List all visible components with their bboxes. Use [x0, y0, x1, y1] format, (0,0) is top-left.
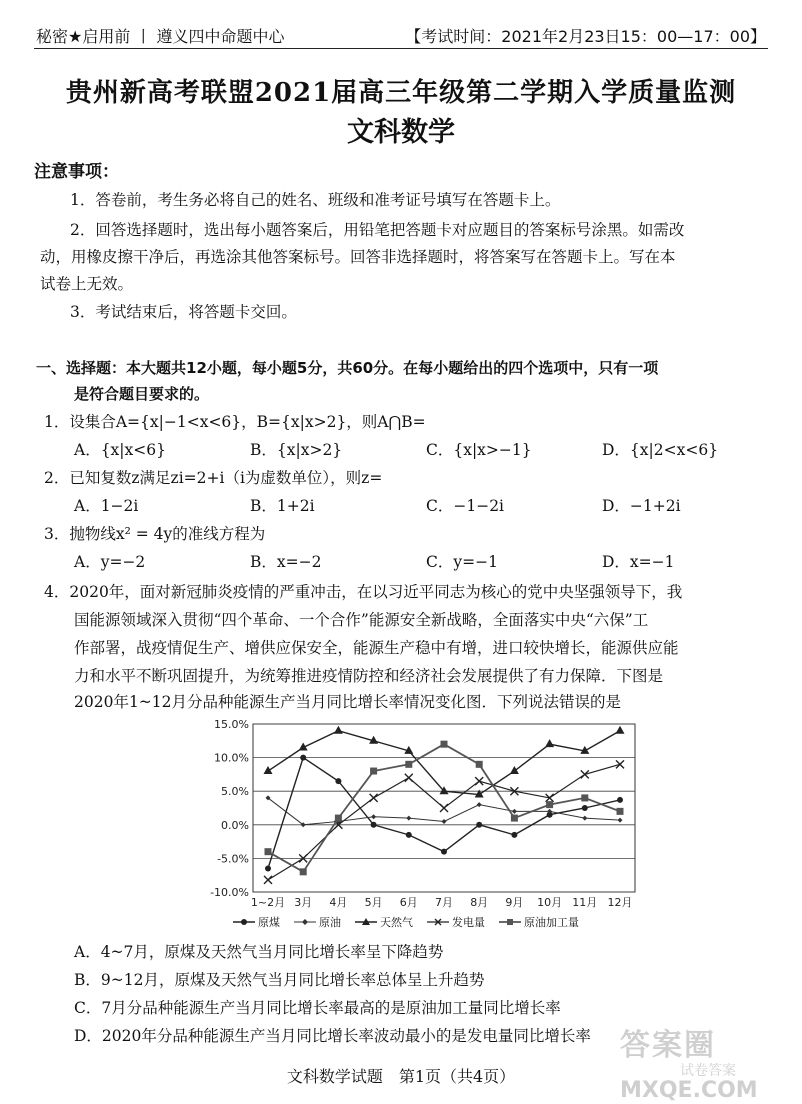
series-line-triangle	[268, 731, 620, 795]
question-4-line-3: 作部署，战疫情促生产、增供应保安全，能源生产稳中有增，进口较快增长，能源供应能	[74, 639, 679, 657]
data-point-x	[616, 760, 624, 768]
data-point-square	[617, 808, 624, 815]
question-4-line-5: 2020年1~12月分品种能源生产当月同比增长率情况变化图．下列说法错误的是	[74, 693, 622, 711]
legend-label: 原油加工量	[524, 916, 579, 929]
data-point-circle	[582, 805, 588, 811]
exam-title: 贵州新高考联盟2021届高三年级第二学期入学质量监测	[65, 78, 737, 108]
legend-marker-circle	[233, 917, 255, 927]
legend-label: 天然气	[380, 916, 413, 929]
data-point-square	[546, 801, 553, 808]
data-point-square	[511, 815, 518, 822]
notice-item-2: 2．回答选择题时，选出每小题答案后，用铅笔把答题卡对应题目的答案标号涂黑。如需改	[70, 221, 685, 239]
data-point-square	[476, 761, 483, 768]
y-tick-label: 0.0%	[221, 818, 249, 832]
watermark-text: 答案圈	[620, 1028, 716, 1063]
exam-subject: 文科数学	[347, 117, 455, 148]
data-point-diamond	[442, 819, 447, 824]
page-footer: 文科数学试题 第1页（共4页）	[286, 1067, 516, 1086]
legend-marker-x	[427, 917, 449, 927]
data-point-square	[405, 761, 412, 768]
y-tick-label: 15.0%	[214, 718, 249, 731]
option: B．{x|x>2}	[250, 441, 343, 459]
legend-label: 原煤	[258, 916, 280, 929]
data-point-x	[581, 770, 589, 778]
question-3: 3．抛物线x² = 4y的准线方程为	[44, 525, 266, 543]
x-tick-label: 3月	[294, 896, 313, 909]
question-4-line-2: 国能源领域深入贯彻“四个革命、一个合作”能源安全新战略，全面落实中央“六保”工	[74, 611, 649, 629]
data-point-x	[264, 876, 272, 884]
data-point-diamond	[582, 816, 587, 821]
option: A．{x|x<6}	[74, 441, 166, 459]
option: A．y=−2	[74, 553, 146, 571]
data-point-triangle	[510, 766, 519, 774]
notice-item-3: 3．考试结束后，将答题卡交回。	[70, 303, 297, 321]
x-tick-label: 5月	[364, 896, 383, 909]
watermark-text: MXQE.COM	[620, 1078, 758, 1103]
data-point-circle	[300, 755, 306, 761]
header-right: 【考试时间：2021年2月23日15：00—17：00】	[405, 27, 766, 46]
x-tick-label: 4月	[329, 896, 348, 909]
option: C．−1−2i	[426, 497, 505, 515]
notice-item-2-cont: 动，用橡皮擦干净后，再选涂其他答案标号。回答非选择题时，将答案写在答题卡上。写在本	[40, 248, 676, 266]
data-point-x	[475, 777, 483, 785]
data-point-circle	[371, 822, 377, 828]
question-2: 2．已知复数z满足zi=2+i（i为虚数单位），则z=	[44, 469, 383, 487]
data-point-circle	[265, 865, 271, 871]
y-tick-label: -5.0%	[217, 852, 249, 866]
question-1-options	[74, 436, 778, 464]
watermark-logo	[620, 1020, 800, 1104]
legend-marker-triangle	[355, 917, 377, 927]
notice-item-1: 1．答卷前，考生务必将自己的姓名、班级和准考证号填写在答题卡上。	[70, 191, 561, 209]
question-4-option-d: D．2020年分品种能源生产当月同比增长率波动最小的是发电量同比增长率	[74, 1027, 591, 1045]
data-point-x	[370, 794, 378, 802]
legend-label: 原油	[319, 916, 341, 929]
section-heading: 一、选择题：本大题共12小题，每小题5分，共60分。在每小题给出的四个选项中，只有一项	[36, 359, 659, 377]
data-point-square	[300, 868, 307, 875]
x-tick-label: 12月	[607, 896, 633, 909]
data-point-square	[335, 815, 342, 822]
legend-marker-square	[499, 917, 521, 927]
data-point-diamond	[477, 802, 482, 807]
x-tick-label: 6月	[399, 896, 418, 909]
notice-heading: 注意事项：	[34, 162, 119, 182]
chart-legend	[233, 914, 579, 930]
data-point-x	[405, 774, 413, 782]
data-point-diamond	[406, 816, 411, 821]
data-point-circle	[511, 832, 517, 838]
data-point-triangle	[616, 726, 625, 734]
data-point-triangle	[264, 766, 273, 774]
question-4-line-1: 4．2020年，面对新冠肺炎疫情的严重冲击，在以习近平同志为核心的党中央坚强领导下，我	[44, 583, 683, 601]
option: D．−1+2i	[602, 497, 681, 515]
data-point-square	[441, 741, 448, 748]
x-tick-label: 8月	[470, 896, 489, 909]
energy-growth-chart	[205, 714, 645, 914]
y-tick-label: 5.0%	[221, 785, 249, 799]
data-point-circle	[335, 778, 341, 784]
x-tick-label: 1~2月	[250, 896, 286, 909]
option: B．x=−2	[250, 553, 322, 571]
question-1: 1．设集合A={x|−1<x<6}，B={x|x>2}，则A⋂B=	[44, 413, 426, 431]
header-left: 秘密★启用前 丨 遵义四中命题中心	[36, 27, 285, 46]
question-3-options	[74, 548, 778, 576]
question-4-option-c: C．7月分品种能源生产当月同比增长率最高的是原油加工量同比增长率	[74, 999, 561, 1017]
question-4-line-4: 力和水平不断巩固提升，为统筹推进疫情防控和经济社会发展提供了有力保障．下图是	[74, 667, 664, 685]
watermark-text: 试卷答案	[680, 1063, 736, 1079]
data-point-square	[370, 768, 377, 775]
option: D．{x|2<x<6}	[602, 441, 719, 459]
option: D．x=−1	[602, 553, 675, 571]
section-heading-cont: 是符合题目要求的。	[74, 385, 210, 403]
legend-item	[294, 914, 341, 930]
x-tick-label: 7月	[435, 896, 453, 909]
legend-item	[355, 914, 413, 930]
legend-label: 发电量	[452, 916, 485, 929]
legend-item	[233, 914, 280, 930]
header-rule	[34, 48, 768, 49]
y-tick-label: 10.0%	[214, 751, 249, 765]
data-point-circle	[476, 822, 482, 828]
x-tick-label: 11月	[572, 896, 598, 909]
data-point-x	[440, 804, 448, 812]
option: C．{x|x>−1}	[426, 441, 532, 459]
data-point-triangle	[334, 726, 343, 734]
legend-item	[499, 914, 579, 930]
data-point-circle	[441, 849, 447, 855]
question-4-option-a: A．4~7月，原煤及天然气当月同比增长率呈下降趋势	[74, 943, 444, 961]
data-point-square	[265, 848, 272, 855]
data-point-diamond	[512, 809, 517, 814]
data-point-diamond	[618, 818, 623, 823]
option: B．1+2i	[250, 497, 315, 515]
option: A．1−2i	[74, 497, 139, 515]
notice-item-2-end: 试卷上无效。	[40, 275, 134, 293]
data-point-circle	[406, 832, 412, 838]
data-point-circle	[617, 797, 623, 803]
data-point-diamond	[371, 814, 376, 819]
data-point-square	[581, 794, 588, 801]
legend-item	[427, 914, 485, 930]
x-tick-label: 9月	[505, 896, 524, 909]
data-point-triangle	[545, 739, 554, 747]
x-tick-label: 10月	[537, 896, 563, 909]
option: C．y=−1	[426, 553, 498, 571]
question-4-option-b: B．9~12月，原煤及天然气当月同比增长率总体呈上升趋势	[74, 971, 485, 989]
y-tick-label: -10.0%	[210, 886, 249, 899]
question-2-options	[74, 492, 778, 520]
legend-marker-diamond	[294, 917, 316, 927]
